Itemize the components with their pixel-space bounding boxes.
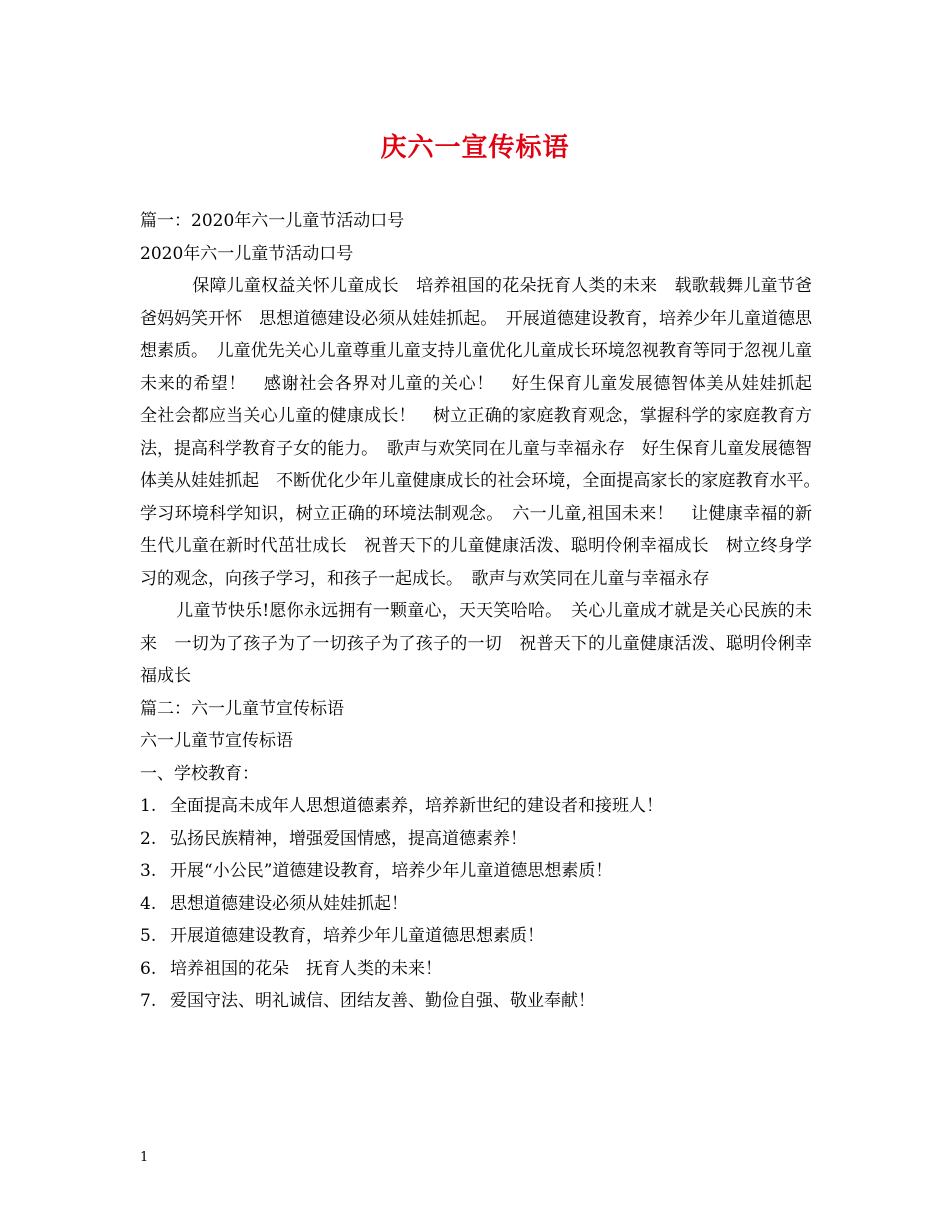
section-heading-2: 篇二：六一儿童节宣传标语 [140, 698, 344, 719]
list-item [140, 790, 812, 823]
list-item-number: 6. [140, 958, 157, 979]
document-body [140, 205, 829, 1018]
list-item [140, 920, 812, 953]
list-item-number: 4. [140, 893, 157, 914]
list-item-number: 1. [140, 796, 157, 816]
list-item [140, 985, 812, 1018]
page-number: 1 [140, 1150, 149, 1165]
list-item-number: 5. [140, 926, 157, 946]
list-item [140, 855, 812, 888]
paragraph-slogans-1 [140, 270, 829, 595]
list-item-text: 思想道德建设必须从娃娃抓起！ [170, 893, 408, 914]
list-item-number: 3. [140, 861, 157, 881]
list-item-text: 弘扬民族精神，增强爱国情感，提高道德素养！ [170, 828, 527, 849]
list-item [140, 888, 812, 921]
list-item-text: 开展“小公民”道德建设教育，培养少年儿童道德思想素质！ [170, 861, 613, 881]
list-item [140, 823, 812, 856]
list-item [140, 953, 812, 986]
paragraph-slogans-2-text: 儿童节快乐!愿你永远拥有一颗童心，天天笑哈哈。 关心儿童成才就是关心民族的未来 一切为了孩子为了一切孩子为了孩子的一切 祝普天下的儿童健康活泼、聪明伶俐幸福成长 [140, 601, 812, 686]
list-item-text: 全面提高未成年人思想道德素养，培养新世纪的建设者和接班人！ [170, 796, 663, 816]
category-heading: 一、学校教育： [140, 763, 259, 784]
section-subheading-2: 六一儿童节宣传标语 [140, 731, 293, 751]
document-title: 庆六一宣传标语 [380, 133, 570, 163]
list-item-number: 2. [140, 828, 157, 849]
list-item-text: 开展道德建设教育，培养少年儿童道德思想素质！ [170, 926, 544, 946]
list-item-text: 培养祖国的花朵 抚育人类的未来！ [170, 958, 442, 979]
paragraph-slogans-2 [140, 595, 812, 693]
list-item-number: 7. [140, 991, 157, 1011]
section-heading-1: 篇一：2020年六一儿童节活动口号 [140, 211, 405, 231]
paragraph-slogans-1-text: 保障儿童权益关怀儿童成长 培养祖国的花朵抚育人类的未来 载歌载舞儿童节爸爸妈妈笑开怀 思想道德建设必须从娃娃抓起。 开展道德建设教育，培养少年儿童道德思想素质。 儿童优先关心儿童尊重儿童支持儿童优化儿童成长环境忽视教育等同于忽视儿童未来的希望！ 感谢社会各界对儿童的关心！ 好生保育儿童发展德智体美从娃娃抓起 全社会都应当关心儿童的健康成长！ 树立正确的家庭教育观念，掌握科学的家庭教育方法，提高科学教育子女的能力。 歌声与欢笑同在儿童与幸福永存 好生保育儿童发展德智体美从娃娃抓起 不断优化少年儿童健康成长的社会环境，全面提高家长的家庭教育水平。 学习环境科学知识，树立正确的环境法制观念。 六一儿童,祖国未来！ 让健康幸福的新生代儿童在新时代茁壮成长 祝普天下的儿童健康活泼、聪明伶俐幸福成长 树立终身学习的观念，向孩子学习，和孩子一起成长。 歌声与欢笑同在儿童与幸福永存 [140, 276, 829, 589]
list-item-text: 爱国守法、明礼诚信、团结友善、勤俭自强、敬业奉献！ [170, 991, 595, 1011]
section-subheading-1: 2020年六一儿童节活动口号 [140, 243, 354, 264]
